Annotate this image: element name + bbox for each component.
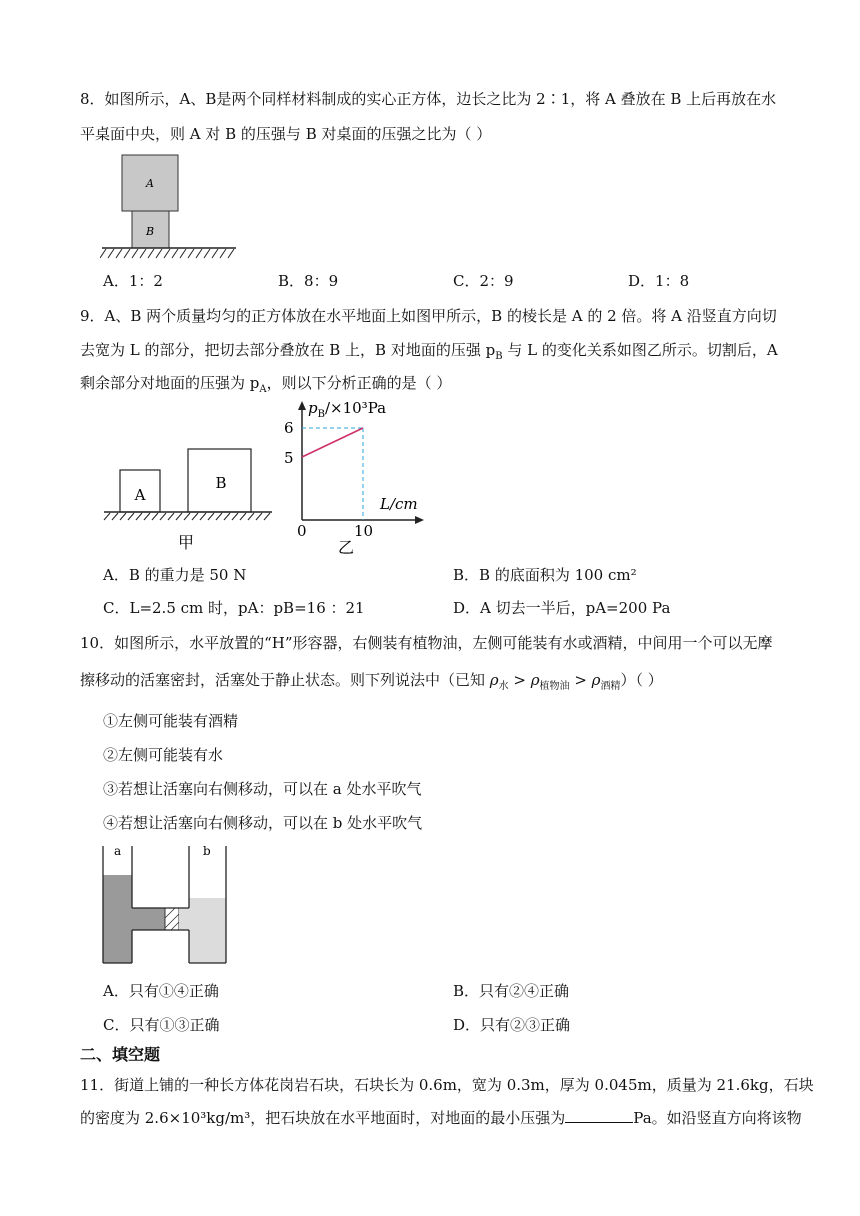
q10-option-b: B．只有②④正确 [453,982,570,1000]
q8-figure [100,150,240,265]
q9-x-tick-0: 0 [297,522,307,540]
q9-line-2: 去宽为 L 的部分，把切去部分叠放在 B 上，B 对地面的压强 $p_B$ 与 L 的变化关系如图乙所示。切割后，A [80,341,778,362]
q9-figure-yi [280,395,440,560]
q9-option-b: B．B 的底面积为 100 cm² [453,566,637,584]
q10-statement-2: ②左侧可能装有水 [103,746,224,764]
q11-answer-blank[interactable] [565,1108,633,1123]
q9-y-label: $p_B/\times 10^3Pa$ [308,399,387,420]
q8-fig-label-b: B [145,225,155,238]
q10-option-d: D．只有②③正确 [453,1016,571,1034]
q11-line-2: 的密度为 2.6×10³kg/m³，把石块放在水平地面时，对地面的最小压强为 Pa。如沿竖直方向将该物 [80,1109,802,1127]
q9-x-label: L/cm [380,495,418,513]
q9-line-3: 剩余部分对地面的压强为 $p_A$，则以下分析正确的是（ ） [80,374,452,395]
q9-x-tick-10: 10 [354,522,374,540]
q10-option-c: C．只有①③正确 [103,1016,220,1034]
section-title-fill-in: 二、填空题 [80,1045,161,1064]
q8-option-a: A．1：2 [103,272,163,290]
q9-figure-jia [100,440,280,555]
q8-option-c: C．2：9 [453,272,514,290]
q10-statement-1: ①左侧可能装有酒精 [103,712,239,730]
q11-line-1: 11．街道上铺的一种长方体花岗岩石块，石块长为 0.6m，宽为 0.3m，厚为 0.045m，质量为 21.6kg，石块 [80,1076,814,1094]
q9-y-tick-6: 6 [284,419,294,437]
q10-statement-3: ③若想让活塞向右侧移动，可以在 a 处水平吹气 [103,780,422,798]
q9-fig-label-b: B [215,474,227,492]
q9-data-line [302,428,363,457]
q9-option-c: C．L=2.5 cm 时，pA：pB=16 ：21 [103,599,365,617]
q10-figure [100,842,240,966]
q10-statement-4: ④若想让活塞向右侧移动，可以在 b 处水平吹气 [103,814,423,832]
q9-fig-label-a: A [134,486,146,504]
q8-option-b: B．8：9 [278,272,339,290]
q9-option-d: D．A 切去一半后，pA=200 Pa [453,599,671,617]
q10-line-2: 擦移动的活塞密封，活塞处于静止状态。则下列说法中（已知 $\rho_水 > \rho_{植物油} > \rho_{酒精}$）（ ） [80,671,663,692]
q9-option-a: A．B 的重力是 50 N [103,566,247,584]
q9-fig-caption-yi: 乙 [337,538,355,557]
q10-fig-label-b: b [203,844,211,858]
q8-line-2: 平桌面中央，则 A 对 B 的压强与 B 对桌面的压强之比为（ ） [80,125,492,143]
q8-line-1: 8．如图所示，A、B是两个同样材料制成的实心正方体，边长之比为 2∶1，将 A 叠放在 B 上后再放在水 [80,90,777,108]
q10-fig-label-a: a [114,844,122,858]
q9-fig-caption-jia: 甲 [177,533,195,552]
q9-line-1: 9．A、B 两个质量均匀的正方体放在水平地面上如图甲所示，B 的棱长是 A 的 2 倍。将 A 沿竖直方向切 [80,307,777,325]
q10-option-a: A．只有①④正确 [103,982,219,1000]
q8-option-d: D．1：8 [628,272,690,290]
q8-fig-label-a: A [146,177,154,190]
q9-y-tick-5: 5 [284,449,294,467]
q10-line-1: 10．如图所示，水平放置的“H”形容器，右侧装有植物油，左侧可能装有水或酒精，中间用一个可以无摩 [80,634,773,652]
